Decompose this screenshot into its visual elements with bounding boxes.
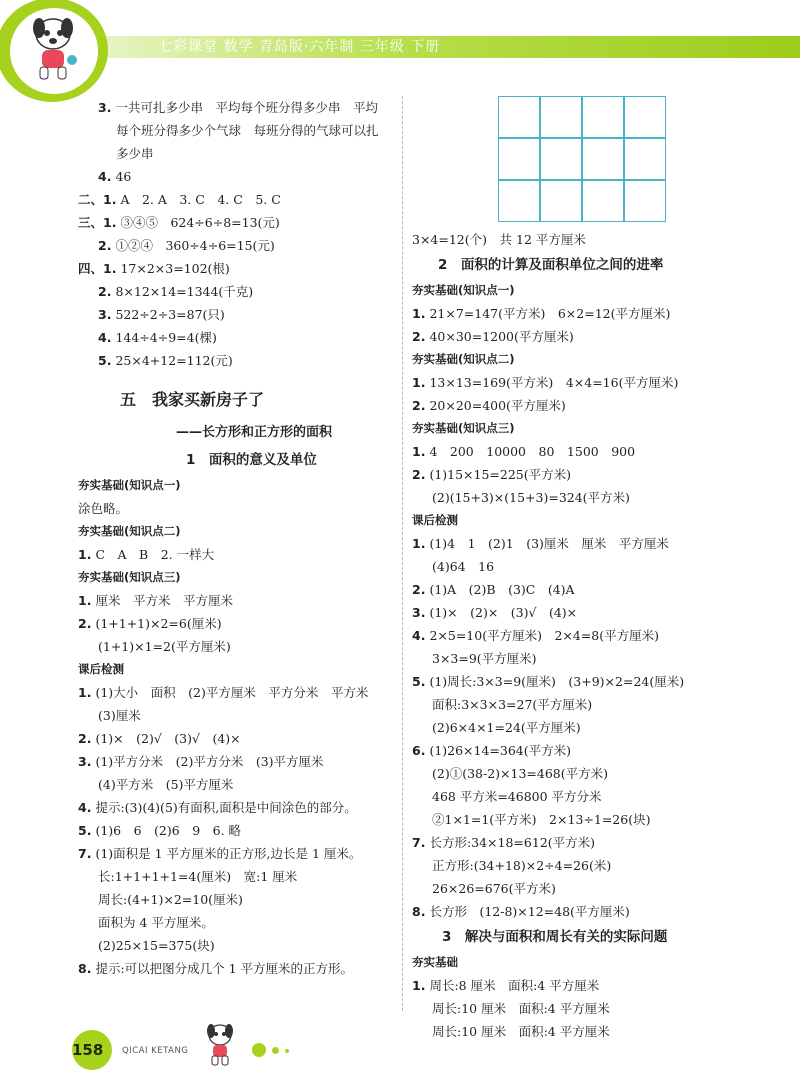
answer-text: ①②④ 360÷4÷6=15(元) [115, 238, 275, 253]
answer-text: (2)(15+3)×(15+3)=324(平方米) [432, 490, 630, 505]
answer-line [412, 371, 712, 394]
brand-text: QICAI KETANG [122, 1046, 189, 1056]
answer-text: 提示:可以把图分成几个 1 平方厘米的正方形。 [95, 961, 354, 976]
answer-text: (1)26×14=364(平方米) [429, 743, 572, 758]
item-number: 5. [412, 674, 426, 689]
item-number: 1. [412, 444, 426, 459]
subsection-heading: 课后检测 [78, 662, 124, 676]
answer-line [78, 280, 398, 303]
answer-line [78, 326, 398, 349]
answer-line [412, 486, 712, 509]
answer-text: 20×20=400(平方厘米) [429, 398, 566, 413]
answer-text: 多少串 [116, 146, 154, 161]
item-number: 2. [98, 238, 112, 253]
section-title: 五 我家买新房子了 [120, 390, 265, 409]
answer-line [412, 900, 712, 923]
item-number: 2. [412, 329, 426, 344]
answer-text: 周长:10 厘米 面积:4 平方厘米 [432, 1001, 610, 1016]
answer-line [78, 681, 398, 704]
answer-line [78, 957, 398, 980]
answer-text: (2)①(38-2)×13=468(平方米) [432, 766, 609, 781]
section-subtitle: ——长方形和正方形的面积 [176, 425, 333, 440]
item-number: 1. [78, 685, 92, 700]
item-number: 2. [98, 284, 112, 299]
item-number: 4. [98, 169, 112, 184]
answer-text: 21×7=147(平方米) 6×2=12(平方厘米) [429, 306, 671, 321]
right-column [412, 96, 712, 1043]
answer-text: (4)平方米 (5)平方厘米 [98, 777, 234, 792]
answer-text: (2)6×4×1=24(平方厘米) [432, 720, 581, 735]
answer-text: 提示:(3)(4)(5)有面积,面积是中间涂色的部分。 [95, 800, 357, 815]
item-number: 1. [78, 547, 92, 562]
answer-line [78, 750, 398, 773]
header-band [0, 0, 800, 60]
grid-cell [582, 96, 624, 138]
answer-line [78, 589, 398, 612]
answer-text: 4 200 10000 80 1500 900 [429, 444, 636, 459]
subsection-heading: 夯实基础(知识点三) [412, 421, 515, 435]
answer-text: (4)64 16 [432, 559, 495, 574]
answer-text: (1)× (2)√ (3)√ (4)× [95, 731, 241, 746]
grid-cell [540, 180, 582, 222]
subsection-heading: 夯实基础(知识点二) [412, 352, 515, 366]
answer-line [78, 796, 398, 819]
item-number: 2. [412, 398, 426, 413]
item-number: 4. [412, 628, 426, 643]
item-number: 5. [78, 823, 92, 838]
answer-line [78, 888, 398, 911]
answer-line [78, 165, 398, 188]
answer-line [412, 624, 712, 647]
answer-line [78, 911, 398, 934]
answer-text: 面积:3×3×3=27(平方厘米) [432, 697, 593, 712]
answer-text: 每个班分得多少个气球 每班分得的气球可以扎 [116, 123, 379, 138]
item-number: 4. [98, 330, 112, 345]
answer-line [412, 739, 712, 762]
footer-dog-mascot-icon [200, 1020, 240, 1070]
answer-text: (1+1)×1=2(平方厘米) [98, 639, 231, 654]
answer-line [412, 601, 712, 624]
answer-text: 长方形 (12-8)×12=48(平方厘米) [429, 904, 630, 919]
item-number: 2. [412, 582, 426, 597]
subsection-heading: 夯实基础(知识点一) [78, 478, 181, 492]
item-number: 二、1. [78, 192, 117, 207]
footer-dot-medium [272, 1047, 279, 1054]
answer-text: 面积为 4 平方厘米。 [98, 915, 214, 930]
answer-text: 144÷4÷9=4(棵) [115, 330, 217, 345]
item-number: 3. [98, 307, 112, 322]
left-column [78, 96, 398, 980]
answer-line [78, 188, 398, 211]
answer-text: (1)平方分米 (2)平方分米 (3)平方厘米 [95, 754, 324, 769]
answer-line [412, 693, 712, 716]
answer-line [412, 762, 712, 785]
item-number: 1. [412, 978, 426, 993]
answer-line [78, 543, 398, 566]
item-number: 2. [412, 467, 426, 482]
answer-line [78, 704, 398, 727]
dog-mascot-icon [22, 12, 84, 86]
answer-line [412, 997, 712, 1020]
lesson-title: 2 面积的计算及面积单位之间的进率 [438, 257, 664, 273]
answer-text: 3×4=12(个) 共 12 平方厘米 [412, 232, 586, 247]
answer-text: 26×26=676(平方米) [432, 881, 556, 896]
answer-line [78, 234, 398, 257]
answer-text: (1)× (2)× (3)√ (4)× [429, 605, 578, 620]
item-number: 2. [78, 616, 92, 631]
answer-line [412, 578, 712, 601]
answer-line [412, 1020, 712, 1043]
answer-line [78, 349, 398, 372]
footer-dot-small [285, 1049, 289, 1053]
item-number: 7. [412, 835, 426, 850]
answer-line [78, 497, 398, 520]
grid-cell [624, 96, 666, 138]
lesson-title: 3 解决与面积和周长有关的实际问题 [442, 929, 668, 945]
answer-text: 长方形:34×18=612(平方米) [429, 835, 596, 850]
answer-text: (1)15×15=225(平方米) [429, 467, 572, 482]
answer-line [78, 727, 398, 750]
answer-line [412, 670, 712, 693]
page-number: 158 [72, 1041, 104, 1059]
subsection-heading: 夯实基础(知识点二) [78, 524, 181, 538]
grid-cell [582, 138, 624, 180]
subsection-heading: 夯实基础 [412, 955, 458, 969]
item-number: 三、1. [78, 215, 117, 230]
answer-text: 厘米 平方米 平方厘米 [95, 593, 233, 608]
answer-line [412, 532, 712, 555]
answer-text: C A B 2. 一样大 [95, 547, 215, 562]
answer-text: 涂色略。 [78, 501, 129, 516]
answer-text: (1)大小 面积 (2)平方厘米 平方分米 平方米 [95, 685, 369, 700]
answer-text: ②1×1=1(平方米) 2×13÷1=26(块) [432, 812, 651, 827]
answer-line [78, 96, 398, 119]
answer-line [412, 440, 712, 463]
item-number: 2. [78, 731, 92, 746]
answer-line [78, 842, 398, 865]
answer-line [78, 303, 398, 326]
answer-line [78, 257, 398, 280]
item-number: 5. [98, 353, 112, 368]
header-title: 七彩课堂 数学 青岛版·六年制 三年级 下册 [158, 39, 441, 55]
answer-text: (1+1+1)×2=6(厘米) [95, 616, 222, 631]
answer-text: 13×13=169(平方米) 4×4=16(平方厘米) [429, 375, 679, 390]
answer-line [78, 211, 398, 234]
answer-line [412, 555, 712, 578]
answer-text: 8×12×14=1344(千克) [115, 284, 254, 299]
answer-line [78, 119, 398, 142]
answer-line [412, 394, 712, 417]
answer-text: (1)4 1 (2)1 (3)厘米 厘米 平方厘米 [429, 536, 669, 551]
answer-text: 长:1+1+1+1=4(厘米) 宽:1 厘米 [98, 869, 298, 884]
answer-line [78, 142, 398, 165]
answer-text: 一共可扎多少串 平均每个班分得多少串 平均 [115, 100, 378, 115]
answer-text: (1)面积是 1 平方厘米的正方形,边长是 1 厘米。 [95, 846, 362, 861]
answer-line [412, 325, 712, 348]
grid-cell [582, 180, 624, 222]
grid-cell [498, 138, 540, 180]
answer-line [78, 934, 398, 957]
grid-cell [498, 96, 540, 138]
answer-line [412, 974, 712, 997]
answer-line [78, 819, 398, 842]
item-number: 6. [412, 743, 426, 758]
answer-line [412, 785, 712, 808]
grid-cell [498, 180, 540, 222]
answer-text: (2)25×15=375(块) [98, 938, 215, 953]
answer-text: 周长:8 厘米 面积:4 平方厘米 [429, 978, 600, 993]
item-number: 3. [78, 754, 92, 769]
answer-line [412, 877, 712, 900]
item-number: 1. [412, 536, 426, 551]
item-number: 四、1. [78, 261, 117, 276]
answer-line [78, 612, 398, 635]
answer-text: 2×5=10(平方厘米) 2×4=8(平方厘米) [429, 628, 660, 643]
answer-text: 3×3=9(平方厘米) [432, 651, 537, 666]
answer-line [412, 228, 712, 251]
answer-text: A 2. A 3. C 4. C 5. C [120, 192, 281, 207]
answer-text: (1)6 6 (2)6 9 6. 略 [95, 823, 242, 838]
answer-line [412, 808, 712, 831]
answer-line [78, 865, 398, 888]
answer-text: 25×4+12=112(元) [115, 353, 233, 368]
answer-text: 46 [115, 169, 132, 184]
item-number: 1. [412, 306, 426, 321]
answer-line [412, 831, 712, 854]
subsection-heading: 夯实基础(知识点一) [412, 283, 515, 297]
answer-text: ③④⑤ 624÷6÷8=13(元) [120, 215, 280, 230]
answer-line [412, 302, 712, 325]
item-number: 1. [78, 593, 92, 608]
answer-text: 468 平方米=46800 平方分米 [432, 789, 602, 804]
answer-line [78, 773, 398, 796]
subsection-heading: 课后检测 [412, 513, 458, 527]
item-number: 3. [412, 605, 426, 620]
answer-text: 17×2×3=102(根) [120, 261, 230, 276]
grid-cell [540, 138, 582, 180]
item-number: 3. [98, 100, 112, 115]
footer-dot-large [252, 1043, 266, 1057]
answer-text: 522÷2÷3=87(只) [115, 307, 225, 322]
answer-line [412, 854, 712, 877]
grid-cell [624, 138, 666, 180]
answer-text: 40×30=1200(平方厘米) [429, 329, 574, 344]
answer-text: (1)周长:3×3=9(厘米) (3+9)×2=24(厘米) [429, 674, 685, 689]
answer-line [78, 635, 398, 658]
square-grid-figure [498, 96, 666, 222]
answer-text: (1)A (2)B (3)C (4)A [429, 582, 575, 597]
answer-text: 周长:10 厘米 面积:4 平方厘米 [432, 1024, 610, 1039]
grid-cell [540, 96, 582, 138]
grid-cell [624, 180, 666, 222]
answer-text: 周长:(4+1)×2=10(厘米) [98, 892, 243, 907]
answer-line [412, 463, 712, 486]
answer-line [412, 716, 712, 739]
item-number: 8. [78, 961, 92, 976]
answer-line [412, 647, 712, 670]
lesson-title: 1 面积的意义及单位 [186, 452, 317, 468]
item-number: 8. [412, 904, 426, 919]
item-number: 7. [78, 846, 92, 861]
answer-text: (3)厘米 [98, 708, 141, 723]
item-number: 1. [412, 375, 426, 390]
column-divider [402, 96, 403, 1011]
subsection-heading: 夯实基础(知识点三) [78, 570, 181, 584]
item-number: 4. [78, 800, 92, 815]
answer-text: 正方形:(34+18)×2÷4=26(米) [432, 858, 612, 873]
